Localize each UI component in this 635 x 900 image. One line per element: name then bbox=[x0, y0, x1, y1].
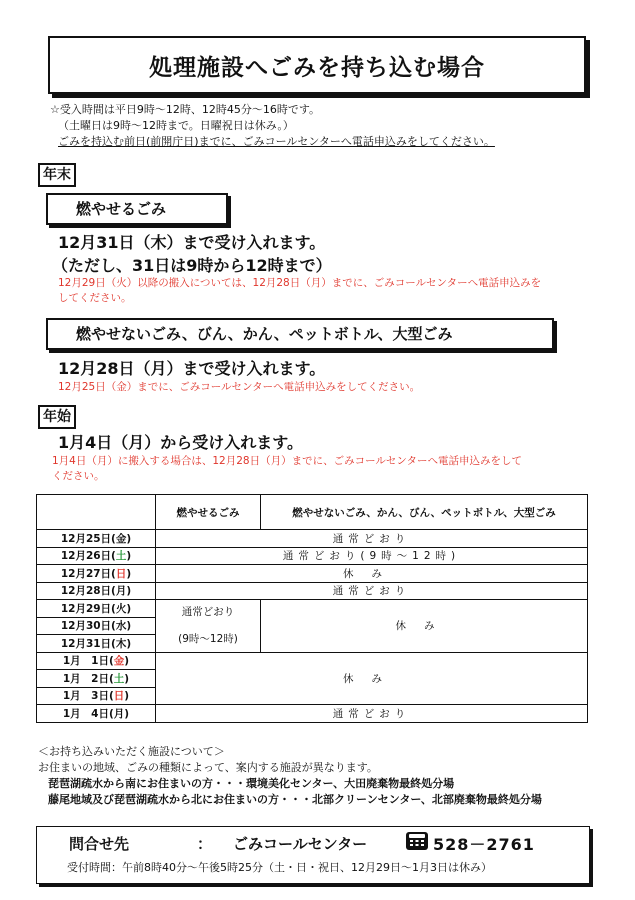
burnable-hours-label: (9時～12時) bbox=[178, 632, 238, 645]
table-row bbox=[37, 582, 588, 600]
new-year-note-2: ください。 bbox=[52, 470, 105, 482]
weekday-label: 日 bbox=[113, 690, 125, 703]
table-row bbox=[37, 530, 588, 548]
contact-box bbox=[36, 826, 590, 884]
date-cell: 12月31日(木) bbox=[37, 635, 156, 653]
status-cell: 休み bbox=[156, 565, 588, 583]
new-year-accept: 1月4日（月）から受け入れます。 bbox=[58, 433, 303, 452]
facilities-heading: ＜お持ち込みいただく施設について＞ bbox=[38, 745, 225, 758]
facilities-line-3: 藤尾地域及び琵琶湖疏水から北にお住まいの方・・・北部クリーンセンター、北部廃棄物最終処分場 bbox=[48, 793, 542, 806]
nonburnable-accept: 12月28日（月）まで受け入れます。 bbox=[58, 359, 326, 378]
header-burnable: 燃やせるごみ bbox=[156, 495, 261, 530]
contact-phone: 528－2761 bbox=[433, 835, 535, 854]
weekday-label: 水 bbox=[115, 620, 127, 633]
burnable-note-1: 12月29日（火）以降の搬入については、12月28日（月）までに、ごみコールセンターへ電話申込みを bbox=[58, 277, 542, 289]
facilities-line-2: 琵琶湖疏水から南にお住まいの方・・・環境美化センター、大田廃棄物最終処分場 bbox=[48, 777, 455, 790]
header-nonburnable: 燃やせないごみ、かん、びん、ペットボトル、大型ごみ bbox=[261, 495, 588, 530]
weekday-label: 金 bbox=[113, 655, 125, 668]
burnable-accept-note: （ただし、31日は9時から12時まで） bbox=[52, 256, 332, 275]
weekday-label: 土 bbox=[115, 550, 127, 563]
year-end-tag: 年末 bbox=[38, 163, 76, 187]
intro-line-2: （土曜日は9時～12時まで。日曜祝日は休み。） bbox=[58, 119, 294, 132]
status-cell: 通常どおり bbox=[156, 530, 588, 548]
date-cell: 1月 2日(土) bbox=[37, 670, 156, 688]
date-cell: 1月 4日(月) bbox=[37, 705, 156, 723]
date-cell: 12月30日(水) bbox=[37, 617, 156, 635]
weekday-label: 月 bbox=[113, 707, 125, 720]
burnable-accept: 12月31日（木）まで受け入れます。 bbox=[58, 233, 326, 252]
table-row bbox=[37, 565, 588, 583]
weekday-label: 土 bbox=[113, 672, 125, 685]
status-cell: 休み bbox=[156, 652, 588, 705]
burnable-status-cell bbox=[156, 600, 261, 653]
nonburnable-status-cell: 休み bbox=[261, 600, 588, 653]
schedule-table bbox=[36, 494, 588, 723]
burnable-note-2: してください。 bbox=[58, 292, 132, 304]
status-cell: 通常どおり bbox=[156, 582, 588, 600]
contact-hours: 受付時間：午前8時40分～午後5時25分（土・日・祝日、12月29日～1月3日は休み） bbox=[67, 861, 492, 874]
nonburnable-note: 12月25日（金）までに、ごみコールセンターへ電話申込みをしてください。 bbox=[58, 381, 421, 393]
date-cell: 12月29日(火) bbox=[37, 600, 156, 618]
intro-line-3: ごみを持込む前日(前開庁日)までに、ごみコールセンターへ電話申込みをしてください。 bbox=[58, 135, 495, 148]
weekday-label: 火 bbox=[115, 602, 127, 615]
new-year-note-1: 1月4日（月）に搬入する場合は、12月28日（月）までに、ごみコールセンターへ電話申込みをして bbox=[52, 455, 522, 467]
table-row bbox=[37, 705, 588, 723]
date-cell: 1月 3日(日) bbox=[37, 687, 156, 705]
date-cell: 12月27日(日) bbox=[37, 565, 156, 583]
weekday-label: 日 bbox=[115, 567, 127, 580]
phone-icon bbox=[405, 831, 429, 851]
weekday-label: 金 bbox=[115, 532, 127, 545]
burnable-heading: 燃やせるごみ bbox=[46, 193, 228, 225]
date-cell: 12月25日(金) bbox=[37, 530, 156, 548]
table-header-row bbox=[37, 495, 588, 530]
date-cell: 12月26日(土) bbox=[37, 547, 156, 565]
facilities-line-1: お住まいの地域、ごみの種類によって、案内する施設が異なります。 bbox=[38, 761, 378, 774]
header-date-cell bbox=[37, 495, 156, 530]
new-year-tag: 年始 bbox=[38, 405, 76, 429]
status-cell: 通常どおり bbox=[156, 705, 588, 723]
weekday-label: 木 bbox=[115, 637, 127, 650]
nonburnable-heading: 燃やせないごみ、びん、かん、ペットボトル、大型ごみ bbox=[46, 318, 554, 350]
contact-label: 問合せ先 bbox=[69, 835, 130, 853]
contact-colon: ： bbox=[197, 835, 213, 853]
date-cell: 12月28日(月) bbox=[37, 582, 156, 600]
table-row bbox=[37, 600, 588, 618]
date-cell: 1月 1日(金) bbox=[37, 652, 156, 670]
contact-name: ごみコールセンター bbox=[233, 835, 368, 853]
intro-line-1: ☆受入時間は平日9時～12時、12時45分～16時です。 bbox=[50, 103, 320, 116]
table-row bbox=[37, 652, 588, 670]
burnable-normal-label: 通常どおり bbox=[181, 605, 235, 618]
status-cell: 通常どおり(9時～12時) bbox=[156, 547, 588, 565]
weekday-label: 月 bbox=[115, 585, 127, 598]
table-row bbox=[37, 547, 588, 565]
page-title: 処理施設へごみを持ち込む場合 bbox=[48, 36, 586, 94]
